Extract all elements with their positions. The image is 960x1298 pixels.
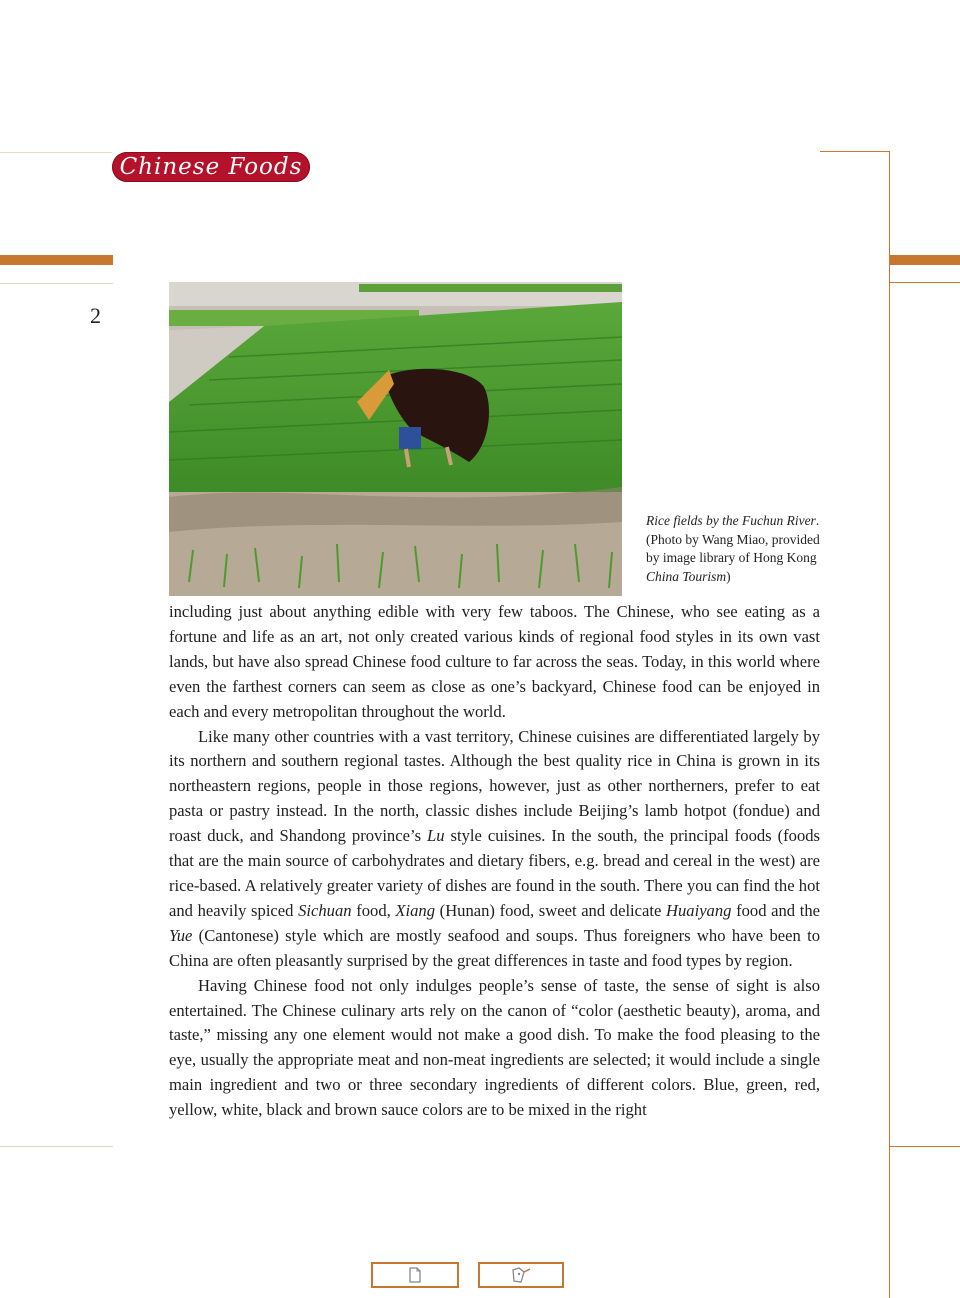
paragraph-2-text: (Hunan) food, sweet and delicate xyxy=(435,900,666,920)
term-lu: Lu xyxy=(427,826,445,846)
caption-credit-line1: (Photo by Wang Miao, provided xyxy=(646,531,820,547)
caption-title: Rice fields by the Fuchun River xyxy=(646,513,816,528)
paragraph-2-text: food and the xyxy=(731,900,820,920)
prev-page-button[interactable] xyxy=(371,1262,459,1288)
rice-field-illustration xyxy=(169,282,622,596)
caption-credit-italic: China Tourism xyxy=(646,568,727,584)
caption-credit-close: ) xyxy=(726,568,731,584)
paragraph-2-text: Like many other countries with a vast territory, Chinese cuisines are differentiated largely by its northern and southern regional tastes. Although the best quality rice in China is grown in its northeastern regions, people in those regions, however, just as other northerners, prefer to eat pasta or pastry instead. In the north, classic dishes include Beijing’s lamb hotpot (fondue) and roast duck, and Shandong province’s xyxy=(169,726,820,846)
next-page-button[interactable] xyxy=(478,1262,564,1288)
page-prev-icon xyxy=(407,1266,423,1284)
right-thin-rule xyxy=(890,282,960,283)
left-bottom-rule xyxy=(0,1146,113,1147)
page-next-icon xyxy=(509,1266,533,1284)
body-text xyxy=(169,600,820,1123)
term-yue: Yue xyxy=(169,925,193,945)
left-orange-band xyxy=(0,255,113,265)
term-sichuan: Sichuan xyxy=(298,900,352,920)
paragraph-2-text: style cuisines. In the south, the principal foods (foods that are the main source of carbohydrates and dietary fibers, e.g. bread and cereal in the west) are rice-based. A relatively greater variety of dishes are found in the south. There you can find the hot and heavily spiced xyxy=(169,826,820,920)
right-bottom-rule xyxy=(890,1146,960,1147)
left-thin-rule xyxy=(0,283,113,284)
term-xiang: Xiang xyxy=(395,900,436,920)
paragraph-2-text: food, xyxy=(351,900,396,920)
paragraph-2-text: (Cantonese) style which are mostly seafood and soups. Thus foreigners who have been to China are often pleasantly surprised by the great differences in taste and food types by region. xyxy=(169,925,820,970)
photo-caption xyxy=(646,512,826,586)
right-vertical-rule xyxy=(889,151,890,1298)
right-orange-band xyxy=(890,255,960,265)
term-huaiyang: Huaiyang xyxy=(666,900,732,920)
paragraph-2 xyxy=(169,725,820,974)
caption-credit-line2: by image library of Hong Kong xyxy=(646,550,817,565)
top-right-rule xyxy=(820,151,890,152)
paragraph-1: including just about anything edible with very few taboos. The Chinese, who see eating as a fortune and life as an art, not only created various kinds of regional food styles in its own vast lands, but have also spread Chinese food culture to far across the seas. Today, in this world where even the farthest corners can seem as close as one’s backyard, Chinese food can be enjoyed in each and every metropolitan throughout the world. xyxy=(169,602,820,721)
section-title: Chinese Foods xyxy=(119,153,303,180)
page-number: 2 xyxy=(90,303,101,328)
rice-field-photo xyxy=(169,282,622,596)
caption-title-end: . xyxy=(815,513,820,528)
paragraph-3: Having Chinese food not only indulges people’s sense of taste, the sense of sight is also entertained. The Chinese culinary arts rely on the canon of “color (aesthetic beauty), aroma, and taste,” missing any one element would not make a good dish. To make the food pleasing to the eye, usually the appropriate meat and non-meat ingredients are selected; it would include a single main ingredient and two or three secondary ingredients of different colors. Blue, green, red, yellow, white, black and brown sauce colors are to be mixed in the right xyxy=(169,975,820,1120)
section-title-badge xyxy=(112,152,310,182)
top-left-rule xyxy=(0,152,112,153)
